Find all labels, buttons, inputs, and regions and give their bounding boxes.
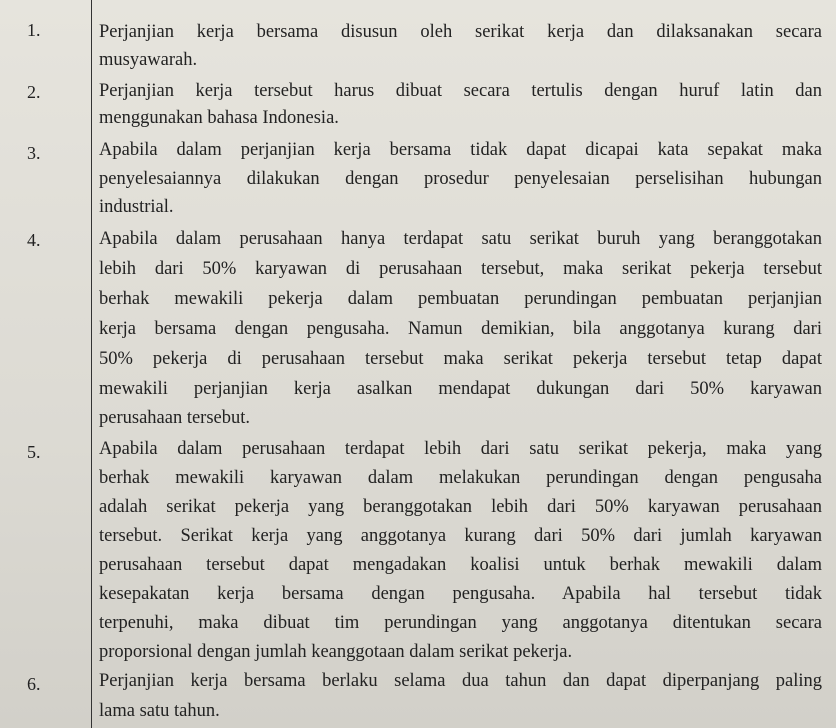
item-3-line-2: penyelesaiannya dilakukan dengan prosedur penyelesaian perselisihan hubungan <box>99 169 822 189</box>
item-3-line-3: industrial. <box>99 197 174 217</box>
item-4-line-3: berhak mewakili pekerja dalam pembuatan perundingan pembuatan perjanjian <box>99 289 822 309</box>
item-5-line-8: proporsional dengan jumlah keanggotaan dalam serikat pekerja. <box>99 642 573 662</box>
item-4-line-4: kerja bersama dengan pengusaha. Namun demikian, bila anggotanya kurang dari <box>99 319 822 339</box>
item-5-line-5: perusahaan tersebut dapat mengadakan koalisi untuk berhak mewakili dalam <box>99 555 822 575</box>
item-6-line-1: Perjanjian kerja bersama berlaku selama dua tahun dan dapat diperpanjang paling <box>99 671 822 691</box>
item-number-3: 3. <box>27 143 41 163</box>
margin-line <box>91 0 92 728</box>
item-4-line-6: mewakili perjanjian kerja asalkan mendapat dukungan dari 50% karyawan <box>99 379 822 399</box>
item-number-6: 6. <box>27 674 41 694</box>
item-1-line-1: Perjanjian kerja bersama disusun oleh serikat kerja dan dilaksanakan secara <box>99 22 822 42</box>
item-1-line-2: musyawarah. <box>99 50 198 70</box>
item-4-line-7: perusahaan tersebut. <box>99 408 251 428</box>
item-3-line-1: Apabila dalam perjanjian kerja bersama tidak dapat dicapai kata sepakat maka <box>99 140 822 160</box>
item-5-line-2: berhak mewakili karyawan dalam melakukan perundingan dengan pengusaha <box>99 468 822 488</box>
item-4-line-5: 50% pekerja di perusahaan tersebut maka serikat pekerja tersebut tetap dapat <box>99 349 822 369</box>
item-number-1: 1. <box>27 20 41 40</box>
item-6-line-2: lama satu tahun. <box>99 701 220 721</box>
item-2-line-1: Perjanjian kerja tersebut harus dibuat secara tertulis dengan huruf latin dan <box>99 81 822 101</box>
item-2-line-2: menggunakan bahasa Indonesia. <box>99 108 339 128</box>
item-number-4: 4. <box>27 230 41 250</box>
item-5-line-1: Apabila dalam perusahaan terdapat lebih dari satu serikat pekerja, maka yang <box>99 439 822 459</box>
item-4-line-2: lebih dari 50% karyawan di perusahaan tersebut, maka serikat pekerja tersebut <box>99 259 822 279</box>
item-number-5: 5. <box>27 442 41 462</box>
item-5-line-7: terpenuhi, maka dibuat tim perundingan yang anggotanya ditentukan secara <box>99 613 822 633</box>
item-number-2: 2. <box>27 82 41 102</box>
item-4-line-1: Apabila dalam perusahaan hanya terdapat satu serikat buruh yang beranggotakan <box>99 229 822 249</box>
item-5-line-6: kesepakatan kerja bersama dengan pengusaha. Apabila hal tersebut tidak <box>99 584 822 604</box>
item-5-line-3: adalah serikat pekerja yang beranggotakan lebih dari 50% karyawan perusahaan <box>99 497 822 517</box>
item-5-line-4: tersebut. Serikat kerja yang anggotanya kurang dari 50% dari jumlah karyawan <box>99 526 822 546</box>
